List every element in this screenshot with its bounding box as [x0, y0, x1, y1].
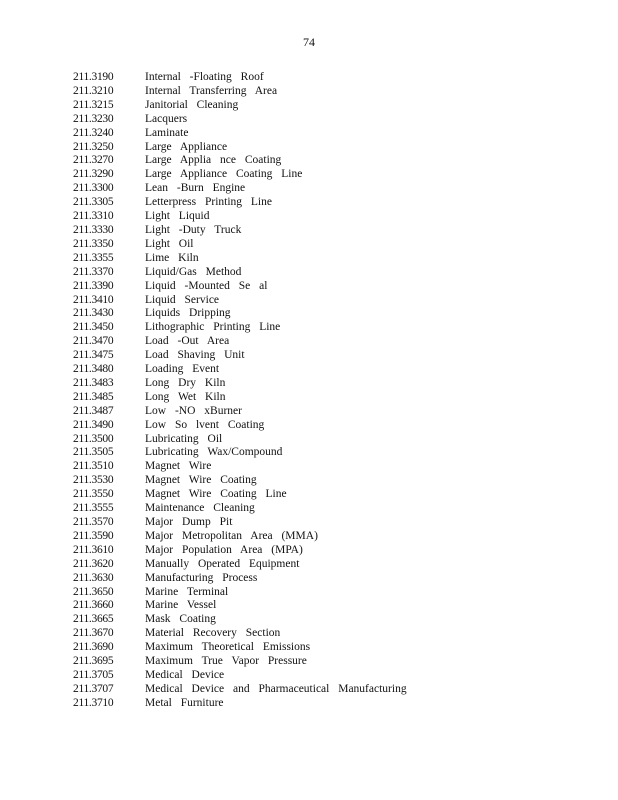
defined-term: Long Wet Kiln [145, 390, 226, 403]
index-row [73, 613, 407, 627]
index-row [73, 474, 407, 488]
defined-term: Letterpress Printing Line [145, 196, 272, 209]
index-row [73, 294, 407, 308]
index-row [73, 377, 407, 391]
index-row [73, 252, 407, 266]
section-number: 211.3665 [73, 613, 114, 626]
defined-term: Lacquers [145, 112, 188, 125]
section-number: 211.3480 [73, 363, 114, 376]
section-number: 211.3350 [73, 237, 114, 250]
section-number: 211.3230 [73, 112, 114, 125]
page-number: 74 [303, 35, 315, 49]
index-row [73, 516, 407, 530]
defined-term: Liquid -Mounted Se al [145, 279, 268, 292]
defined-term: Low So lvent Coating [145, 418, 265, 431]
index-row [73, 224, 407, 238]
index-row [73, 655, 407, 669]
defined-term: Marine Terminal [145, 585, 229, 598]
section-number: 211.3210 [73, 84, 114, 97]
defined-term: Liquid Service [145, 293, 220, 306]
section-number: 211.3355 [73, 251, 114, 264]
section-number: 211.3707 [73, 682, 114, 695]
defined-term: Maximum Theoretical Emissions [145, 641, 311, 654]
defined-term: Mask Coating [145, 613, 216, 626]
section-number: 211.3270 [73, 154, 114, 167]
defined-term: Lean -Burn Engine [145, 182, 246, 195]
section-number: 211.3290 [73, 168, 114, 181]
defined-term: Load -Out Area [145, 335, 230, 348]
section-number: 211.3550 [73, 488, 114, 501]
section-number: 211.3305 [73, 196, 114, 209]
defined-term: Magnet Wire Coating Line [145, 488, 287, 501]
section-number: 211.3555 [73, 502, 114, 515]
index-row [73, 697, 407, 711]
defined-term: Load Shaving Unit [145, 349, 245, 362]
index-row [73, 71, 407, 85]
index-row [73, 154, 407, 168]
defined-term: Liquid/Gas Method [145, 265, 242, 278]
index-row [73, 85, 407, 99]
section-number: 211.3620 [73, 557, 114, 570]
index-row [73, 572, 407, 586]
index-row [73, 460, 407, 474]
defined-term: Major Population Area (MPA) [145, 543, 303, 556]
index-row [73, 391, 407, 405]
section-number: 211.3470 [73, 335, 114, 348]
index-row [73, 335, 407, 349]
section-number: 211.3630 [73, 571, 114, 584]
section-number: 211.3660 [73, 599, 114, 612]
defined-term: Medical Device and Pharmaceutical Manufacturing [145, 682, 407, 695]
index-row [73, 238, 407, 252]
section-number: 211.3370 [73, 265, 114, 278]
section-number: 211.3510 [73, 460, 114, 473]
index-row [73, 641, 407, 655]
defined-term: Large Appliance Coating Line [145, 168, 303, 181]
index-row [73, 210, 407, 224]
defined-term: Large Applia nce Coating [145, 154, 282, 167]
section-number: 211.3705 [73, 668, 114, 681]
defined-term: Lime Kiln [145, 251, 199, 264]
defined-term: Material Recovery Section [145, 627, 281, 640]
defined-term: Maximum True Vapor Pressure [145, 655, 307, 668]
section-number: 211.3590 [73, 529, 114, 542]
defined-term: Medical Device [145, 668, 225, 681]
index-row [73, 419, 407, 433]
index-row [73, 627, 407, 641]
index-row [73, 307, 407, 321]
section-number: 211.3390 [73, 279, 114, 292]
defined-term: Magnet Wire Coating [145, 474, 257, 487]
index-row [73, 669, 407, 683]
index-row [73, 349, 407, 363]
defined-term: Internal -Floating Roof [145, 71, 264, 83]
index-row [73, 280, 407, 294]
section-number: 211.3190 [73, 71, 114, 83]
definition-index-list [73, 71, 407, 711]
index-row [73, 127, 407, 141]
defined-term: Manufacturing Process [145, 571, 258, 584]
defined-term: Magnet Wire [145, 460, 212, 473]
section-number: 211.3330 [73, 223, 114, 236]
section-number: 211.3485 [73, 390, 114, 403]
defined-term: Major Metropolitan Area (MMA) [145, 529, 318, 542]
section-number: 211.3475 [73, 349, 114, 362]
section-number: 211.3490 [73, 418, 114, 431]
index-row [73, 405, 407, 419]
defined-term: Loading Event [145, 363, 220, 376]
index-row [73, 99, 407, 113]
index-row [73, 446, 407, 460]
defined-term: Large Appliance [145, 140, 228, 153]
defined-term: Liquids Dripping [145, 307, 231, 320]
section-number: 211.3505 [73, 446, 114, 459]
defined-term: Long Dry Kiln [145, 376, 226, 389]
index-row [73, 488, 407, 502]
section-number: 211.3483 [73, 376, 114, 389]
index-row [73, 586, 407, 600]
defined-term: Light Oil [145, 237, 194, 250]
section-number: 211.3710 [73, 696, 114, 709]
section-number: 211.3215 [73, 98, 114, 111]
index-row [73, 266, 407, 280]
index-row [73, 558, 407, 572]
section-number: 211.3487 [73, 404, 114, 417]
defined-term: Internal Transferring Area [145, 84, 278, 97]
section-number: 211.3690 [73, 641, 114, 654]
section-number: 211.3695 [73, 655, 114, 668]
defined-term: Light -Duty Truck [145, 223, 242, 236]
defined-term: Laminate [145, 126, 189, 139]
index-row [73, 530, 407, 544]
index-row [73, 544, 407, 558]
defined-term: Light Liquid [145, 210, 210, 223]
section-number: 211.3570 [73, 516, 114, 528]
section-number: 211.3310 [73, 210, 114, 223]
index-row [73, 321, 407, 335]
defined-term: Janitorial Cleaning [145, 98, 239, 111]
defined-term: Maintenance Cleaning [145, 502, 255, 515]
section-number: 211.3610 [73, 543, 114, 556]
defined-term: Marine Vessel [145, 599, 217, 612]
section-number: 211.3450 [73, 321, 114, 334]
defined-term: Lithographic Printing Line [145, 321, 281, 334]
index-row [73, 363, 407, 377]
section-number: 211.3650 [73, 585, 114, 598]
section-number: 211.3410 [73, 293, 114, 306]
section-number: 211.3250 [73, 140, 114, 153]
defined-term: Lubricating Wax/Compound [145, 446, 283, 459]
section-number: 211.3500 [73, 432, 114, 445]
defined-term: Metal Furniture [145, 696, 224, 709]
index-row [73, 168, 407, 182]
index-row [73, 182, 407, 196]
index-row [73, 196, 407, 210]
section-number: 211.3670 [73, 627, 114, 640]
index-row [73, 502, 407, 516]
section-number: 211.3240 [73, 126, 114, 139]
section-number: 211.3430 [73, 307, 114, 320]
defined-term: Low -NO xBurner [145, 404, 242, 417]
index-row [73, 599, 407, 613]
defined-term: Major Dump Pit [145, 516, 233, 528]
index-row [73, 433, 407, 447]
defined-term: Manually Operated Equipment [145, 557, 300, 570]
section-number: 211.3530 [73, 474, 114, 487]
defined-term: Lubricating Oil [145, 432, 223, 445]
section-number: 211.3300 [73, 182, 114, 195]
index-row [73, 113, 407, 127]
index-row [73, 683, 407, 697]
index-row [73, 141, 407, 155]
